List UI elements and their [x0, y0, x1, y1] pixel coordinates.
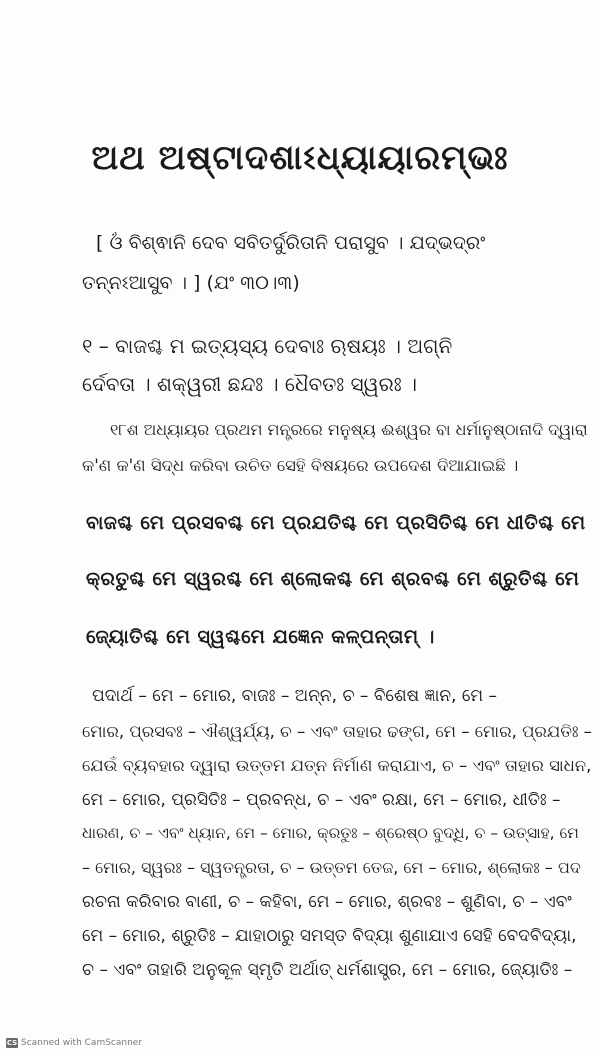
- gloss-line-5: ଧାରଣ, ଚ – ଏବଂ ଧ୍ୟାନ, ମେ – ମୋର, କ୍ରତୁଃ – ଶ୍ରେଷ୍ଠ ବୁଦ୍ଧି, ଚ – ଉତ୍ସାହ, ମେ: [82, 824, 579, 842]
- gloss-line-1: ପଦାର୍ଥ – ମେ – ମୋର, ବାଜଃ – ଅନ୍ନ, ଚ – ବିଶେଷ ଜ୍ଞାନ, ମେ –: [92, 686, 497, 706]
- gloss-line-2: ମୋର, ପ୍ରସବଃ – ଐଶ୍ୱର୍ଯ୍ୟ, ଚ – ଏବଂ ତାହାର ଢଙ୍ଗ, ମେ – ମୋର, ପ୍ରଯତିଃ –: [82, 722, 592, 741]
- scanner-watermark: [6, 1038, 142, 1048]
- verse-line-1: ବାଜଶ୍ଚ ମେ ପ୍ରସବଶ୍ଚ ମେ ପ୍ରଯତିଶ୍ଚ ମେ ପ୍ରସିତିଶ୍ଚ ମେ ଧୀତିଶ୍ଚ ମେ: [86, 512, 586, 534]
- verse-line-3: ଜ୍ୟୋତିଶ୍ଚ ମେ ସ୍ୱଶ୍ଚମେ ଯଜ୍ଞେନ କଳ୍ପନ୍ତାମ୍ ।: [86, 626, 435, 648]
- gloss-line-8: ମେ – ମୋର, ଶ୍ରୁତିଃ – ଯାହାଠାରୁ ସମସ୍ତ ବିଦ୍ୟା ଶୁଣାଯାଏ ସେହି ବେଦବିଦ୍ୟା,: [82, 926, 577, 946]
- intro-line-1: ୧୮ଶ ଅଧ୍ୟାୟର ପ୍ରଥମ ମନ୍ତ୍ରରେ ମନୁଷ୍ୟ ଈଶ୍ୱର ବା ଧର୍ମାନୁଷ୍ଠାନାଦି ଦ୍ୱାରା: [110, 420, 588, 439]
- camscanner-icon: CS: [6, 1039, 18, 1047]
- gloss-line-7: ରଚନା କରିବାର ବାଣୀ, ଚ – କହିବା, ମେ – ମୋର, ଶ୍ରବଃ – ଶୁଣିବା, ଚ – ଏବଂ: [82, 892, 572, 912]
- watermark-text: Scanned with CamScanner: [21, 1038, 143, 1048]
- gloss-line-9: ଚ – ଏବଂ ତାହାରି ଅନୁକୂଳ ସ୍ମୃତି ଅର୍ଥାତ୍ ଧର୍ମଶାସ୍ତ୍ର, ମେ – ମୋର, ଜ୍ୟୋତିଃ –: [82, 960, 573, 980]
- gloss-line-4: ମେ – ମୋର, ପ୍ରସିତିଃ – ପ୍ରବନ୍ଧ, ଚ – ଏବଂ ରକ୍ଷା, ମେ – ମୋର, ଧୀତିଃ –: [82, 790, 561, 810]
- gloss-line-3: ଯେଉଁ ବ୍ୟବହାର ଦ୍ୱାରା ଉତ୍ତମ ଯତ୍ନ ନିର୍ମାଣ କରାଯାଏ, ଚ – ଏବଂ ତାହାର ସାଧନ,: [82, 756, 592, 775]
- invocation-line-1: [ ଓଁ ବିଶ୍ଵାନି ଦେବ ସବିତର୍ଦୁରିତାନି ପରାସୁବ । ଯଦ୍ଭଦ୍ରଂ: [96, 232, 486, 254]
- gloss-line-6: – ମୋର, ସ୍ୱରଃ – ସ୍ୱତନ୍ତ୍ରତା, ଚ – ଉତ୍ତମ ତେଜ, ମେ – ମୋର, ଶ୍ଲୋକଃ – ପଦ: [82, 858, 581, 877]
- invocation-line-2: ତନ୍ନଽଆସୁବ । ] (ଯଂ ୩୦।୩): [82, 272, 300, 294]
- mantra-header-line-1: ୧ – ବାଜଶ୍ଚ ମ ଇତ୍ୟସ୍ୟ ଦେବାଃ ଋଷୟଃ । ଅଗ୍ନି: [82, 334, 453, 358]
- mantra-header-line-2: ର୍ଦେବତା । ଶକ୍ୱରୀ ଛନ୍ଦଃ । ଧୈବତଃ ସ୍ୱରଃ ।: [82, 372, 417, 396]
- intro-line-2: କ'ଣ କ'ଣ ସିଦ୍ଧ କରିବା ଉଚିତ ସେହି ବିଷୟରେ ଉପଦେଶ ଦିଆଯାଇଛି ।: [82, 456, 519, 475]
- verse-line-2: କ୍ରତୁଶ୍ଚ ମେ ସ୍ୱରଶ୍ଚ ମେ ଶ୍ଲୋକଶ୍ଚ ମେ ଶ୍ରବଶ୍ଚ ମେ ଶ୍ରୁତିଶ୍ଚ ମେ: [86, 568, 580, 590]
- chapter-title: ଅଥ ଅଷ୍ଟାଦଶାଽଧ୍ୟାୟାରମ୍ଭଃ: [91, 138, 509, 178]
